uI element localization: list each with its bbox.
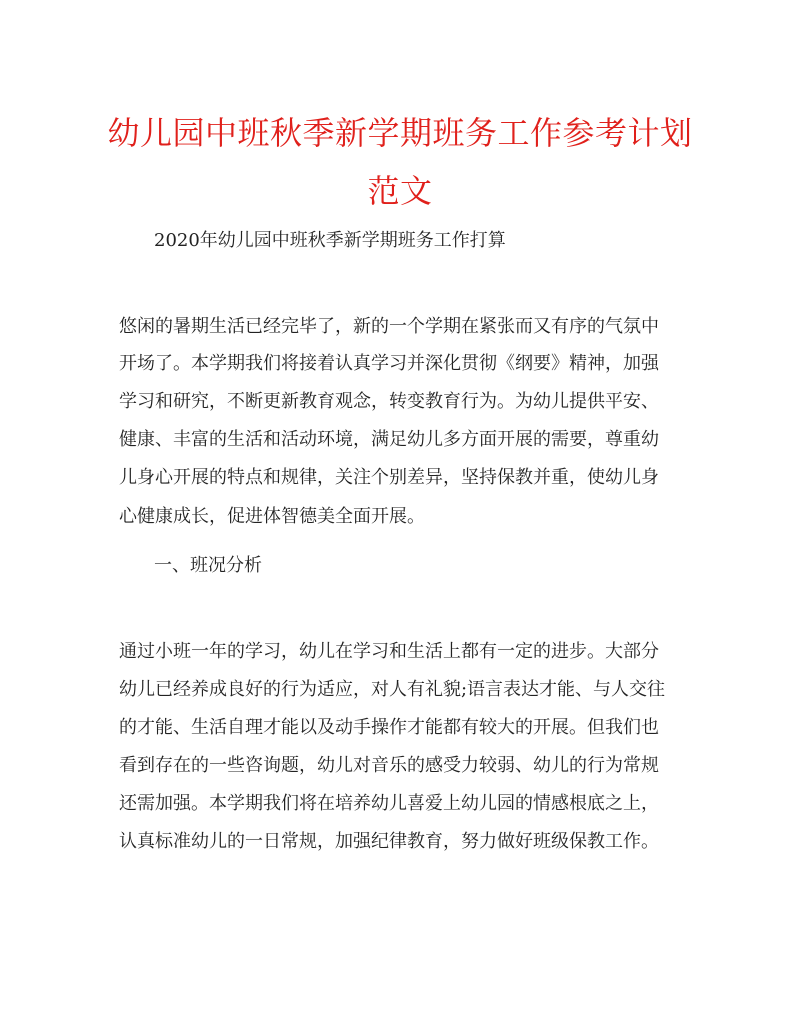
- paragraph-2-line-3: 的才能、生活自理才能以及动手操作才能都有较大的开展。但我们也: [119, 717, 659, 738]
- paragraph-2-line-2: 幼儿已经养成良好的行为适应，对人有礼貌;语言表达才能、与人交往: [119, 679, 666, 700]
- paragraph-2-line-5: 还需加强。本学期我们将在培养幼儿喜爱上幼儿园的情感根底之上，: [119, 793, 659, 814]
- paragraph-1-line-4: 健康、丰富的生活和活动环境，满足幼儿多方面开展的需要，尊重幼: [119, 429, 659, 450]
- paragraph-2-line-1: 通过小班一年的学习，幼儿在学习和生活上都有一定的进步。大部分: [119, 641, 659, 662]
- section-1-heading: 一、班况分析: [154, 555, 262, 576]
- paragraph-1-line-2: 开场了。本学期我们将接着认真学习并深化贯彻《纲要》精神，加强: [119, 353, 659, 374]
- document-title-line-1: 幼儿园中班秋季新学期班务工作参考计划: [107, 114, 693, 152]
- paragraph-2-line-6: 认真标准幼儿的一日常规，加强纪律教育，努力做好班级保教工作。: [119, 831, 659, 852]
- paragraph-1-line-6: 心健康成长，促进体智德美全面开展。: [119, 506, 425, 527]
- document-subtitle: 2020年幼儿园中班秋季新学期班务工作打算: [154, 230, 506, 251]
- paragraph-2-line-4: 看到存在的一些咨询题，幼儿对音乐的感受力较弱、幼儿的行为常规: [119, 755, 659, 776]
- paragraph-1-line-1: 悠闲的暑期生活已经完毕了，新的一个学期在紧张而又有序的气氛中: [119, 316, 659, 337]
- document-title-line-2: 范文: [367, 172, 433, 210]
- paragraph-1-line-3: 学习和研究，不断更新教育观念，转变教育行为。为幼儿提供平安、: [119, 391, 659, 412]
- paragraph-1-line-5: 儿身心开展的特点和规律，关注个别差异，坚持保教并重，使幼儿身: [119, 467, 659, 488]
